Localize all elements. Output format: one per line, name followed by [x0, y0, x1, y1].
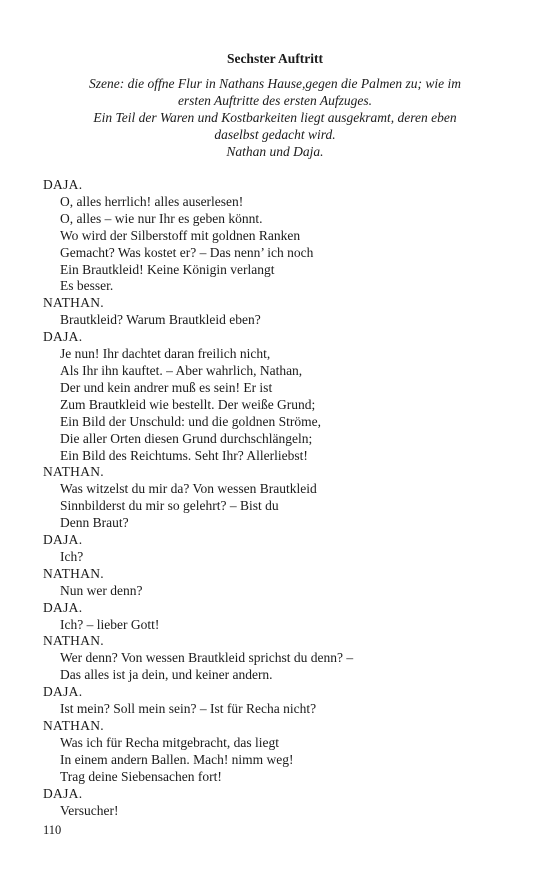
dialogue: [43, 177, 513, 819]
verse-line: Nun wer denn?: [60, 582, 143, 598]
scene-title: Sechster Auftritt: [226, 51, 324, 66]
verse-line: Der und kein andrer muß es sein! Er ist: [60, 379, 273, 395]
verse-line: Zum Brautkleid wie bestellt. Der weiße Grund;: [60, 396, 316, 412]
verse-line: Die aller Orten diesen Grund durchschlängeln;: [60, 430, 313, 446]
speaker-name: DAJA.: [43, 785, 83, 801]
verse-line: Das alles ist ja dein, und keiner andern.: [60, 667, 273, 683]
stage-direction-line: ersten Auftritte des ersten Aufzuges.: [177, 93, 373, 108]
speaker-name: NATHAN.: [43, 464, 104, 480]
verse-line: Ich? – lieber Gott!: [60, 616, 160, 632]
verse-line: Sinnbilderst du mir so gelehrt? – Bist du: [60, 498, 279, 514]
speaker-name: NATHAN.: [43, 565, 104, 581]
stage-direction-line: Szene: die offne Flur in Nathans Hause,gegen die Palmen zu; wie im: [89, 76, 461, 91]
speaker-name: NATHAN.: [43, 633, 104, 649]
stage-direction-line: Ein Teil der Waren und Kostbarkeiten liegt ausgekramt, deren eben: [93, 110, 457, 125]
stage-direction: [0, 75, 550, 160]
verse-line: Gemacht? Was kostet er? – Das nenn’ ich noch: [60, 244, 314, 260]
verse-line: Ein Brautkleid! Keine Königin verlangt: [60, 261, 275, 277]
verse-line: In einem andern Ballen. Mach! nimm weg!: [60, 751, 294, 767]
page-number: 110: [43, 823, 62, 837]
verse-line: Brautkleid? Warum Brautkleid eben?: [60, 312, 261, 328]
verse-line: Was ich für Recha mitgebracht, das liegt: [60, 734, 279, 750]
verse-line: Trag deine Siebensachen fort!: [60, 768, 222, 784]
speaker-name: DAJA.: [43, 177, 83, 192]
speaker-name: DAJA.: [43, 684, 83, 700]
speaker-name: NATHAN.: [43, 295, 104, 311]
speaker-name: NATHAN.: [43, 718, 104, 733]
verse-line: Ein Bild der Unschuld: und die goldnen Ströme,: [60, 413, 321, 429]
verse-line: O, alles – wie nur Ihr es geben könnt.: [60, 210, 263, 226]
verse-line: Ich?: [60, 548, 84, 564]
verse-line: Als Ihr ihn kauftet. – Aber wahrlich, Nathan,: [60, 362, 303, 378]
verse-line: Was witzelst du mir da? Von wessen Brautkleid: [60, 481, 317, 497]
verse-line: Je nun! Ihr dachtet daran freilich nicht,: [60, 346, 271, 362]
verse-line: O, alles herrlich! alles auserlesen!: [60, 193, 244, 209]
verse-line: Es besser.: [60, 278, 114, 294]
verse-line: Versucher!: [60, 802, 119, 818]
speaker-name: DAJA.: [43, 599, 83, 615]
stage-direction-line: daselbst gedacht wird.: [214, 127, 336, 142]
verse-line: Ein Bild des Reichtums. Seht Ihr? Allerliebst!: [60, 447, 308, 463]
verse-line: Wo wird der Silberstoff mit goldnen Ranken: [60, 227, 301, 243]
speaker-name: DAJA.: [43, 329, 83, 345]
speaker-name: DAJA.: [43, 532, 83, 548]
stage-direction-line: Nathan und Daja.: [226, 144, 324, 159]
verse-line: Ist mein? Soll mein sein? – Ist für Recha nicht?: [60, 701, 317, 717]
verse-line: Wer denn? Von wessen Brautkleid sprichst du denn? –: [60, 650, 354, 666]
verse-line: Denn Braut?: [60, 515, 129, 531]
